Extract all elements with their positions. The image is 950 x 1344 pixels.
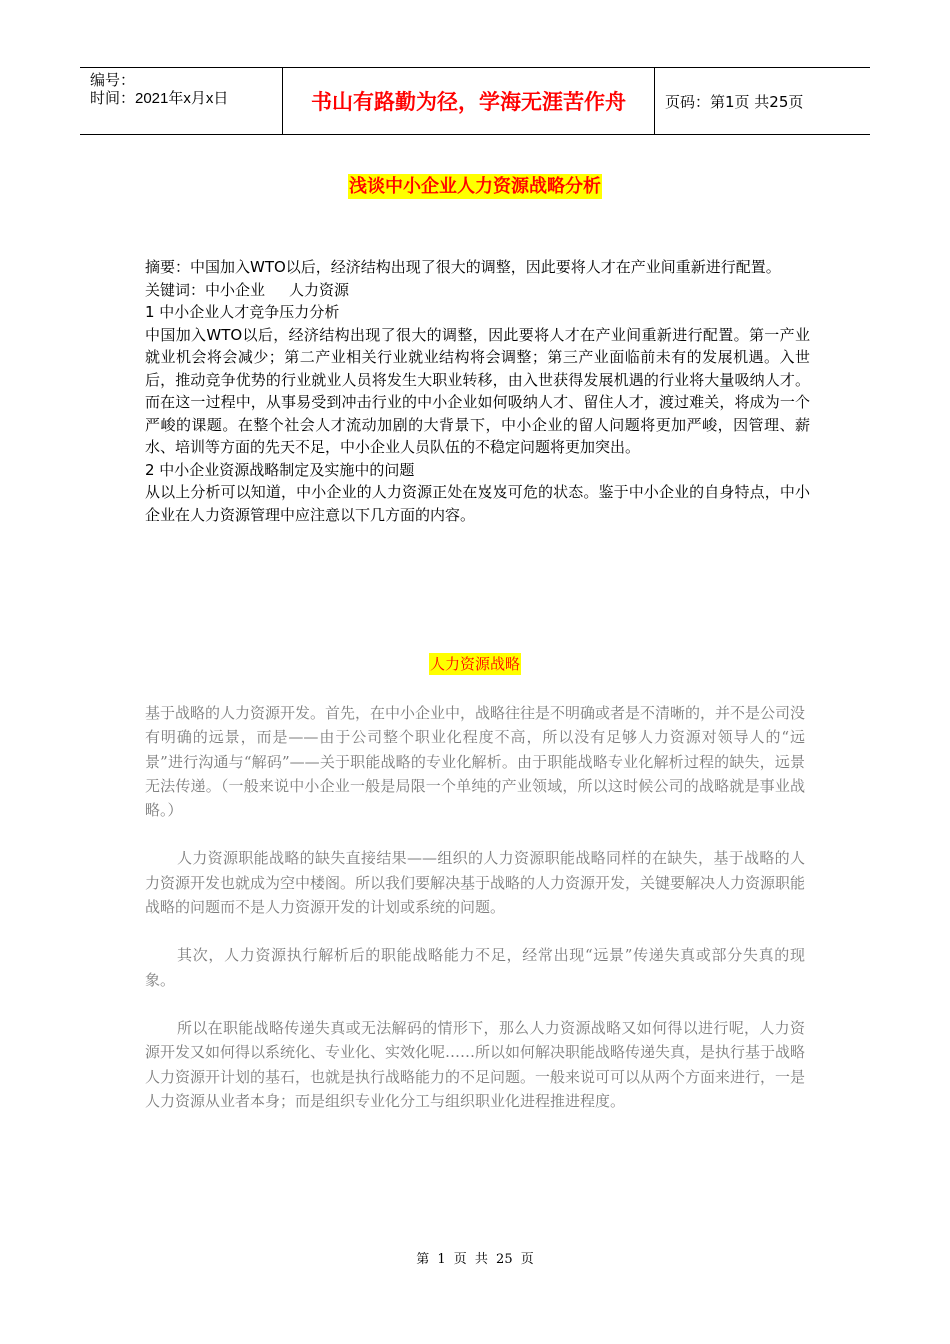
page-footer <box>0 1248 950 1267</box>
body-paragraph: 人力资源职能战略的缺失直接结果——组织的人力资源职能战略同样的在缺失，基于战略的人力资源开发也就成为空中楼阁。所以我们要解决基于战略的人力资源开发，关键要解决人力资源职能战略的问题而不是人力资源开发的计划或系统的问题。 <box>145 849 806 917</box>
keywords-label: 关键词：中小企业 <box>145 280 266 299</box>
document-title-block <box>0 172 950 198</box>
header-meta-cell <box>80 68 283 134</box>
body-paragraph: 基于战略的人力资源开发。首先，在中小企业中，战略往往是不明确或者是不清晰的，并不是公司没有明确的远景，而是——由于公司整个职业化程度不高，所以没有足够人力资源对领导人的“远景”进行沟通与“解码”——关于职能战略的专业化解析。由于职能战略专业化解析过程的缺失，远景无法传递。（一般来说中小企业一般是局限一个单纯的产业领域，所以这时候公司的战略就是事业战略。） <box>145 704 806 820</box>
document-title: 浅谈中小企业人力资源战略分析 <box>349 176 601 197</box>
time-label: 时间：2021年x月x日 <box>90 90 229 107</box>
section-title: 人力资源战略 <box>429 655 520 673</box>
header-motto-cell <box>283 68 655 134</box>
heading-2: 2 中小企业资源战略制定及实施中的问题 <box>145 460 415 479</box>
paragraph-2: 从以上分析可以知道，中小企业的人力资源正处在岌岌可危的状态。鉴于中小企业的自身特点，中小企业在人力资源管理中应注意以下几方面的内容。 <box>145 483 810 524</box>
header-table <box>80 67 870 135</box>
footer-page-number: 第 1 页 共 25 页 <box>416 1252 534 1267</box>
body-paragraph: 其次，人力资源执行解析后的职能战略能力不足，经常出现“远景”传递失真或部分失真的现象。 <box>145 946 805 989</box>
strategy-section <box>145 701 805 1137</box>
intro-section <box>145 256 810 526</box>
header-page-cell <box>655 68 870 134</box>
page-code: 页码：第1页 共25页 <box>665 92 804 111</box>
heading-1: 1 中小企业人才竞争压力分析 <box>145 303 340 321</box>
body-paragraph: 所以在职能战略传递失真或无法解码的情形下，那么人力资源战略又如何得以进行呢，人力资源开发又如何得以系统化、专业化、实效化呢……所以如何解决职能战略传递失真，是执行基于战略人力资源开计划的基石，也就是执行战略能力的不足问题。一般来说可可以从两个方面来进行，一是人力资源从业者本身；而是组织专业化分工与组织职业化进程推进程度。 <box>145 1018 806 1110</box>
paragraph-1: 中国加入WTO以后，经济结构出现了很大的调整，因此要将人才在产业间重新进行配置。第一产业就业机会将会减少；第二产业相关行业就业结构将会调整；第三产业面临前未有的发展机遇。入世后，推动竞争优势的行业就业人员将发生大职业转移，由入世获得发展机遇的行业将大量吸纳人才。而在这一过程中，从事易受到冲击行业的中小企业如何吸纳人才、留住人才，渡过难关，将成为一个严峻的课题。在整个社会人才流动加剧的大背景下，中小企业的留人问题将更加严峻，因管理、薪水、培训等方面的先天不足，中小企业人员队伍的不稳定问题将更加突出。 <box>145 325 810 456</box>
section-title-block <box>0 653 950 674</box>
keyword-second: 人力资源 <box>289 280 350 299</box>
keywords <box>145 279 810 302</box>
abstract: 摘要：中国加入WTO以后，经济结构出现了很大的调整，因此要将人才在产业间重新进行配置。 <box>145 258 781 276</box>
motto-text: 书山有路勤为径，学海无涯苦作舟 <box>311 90 626 114</box>
serial-label: 编号： <box>90 72 136 89</box>
